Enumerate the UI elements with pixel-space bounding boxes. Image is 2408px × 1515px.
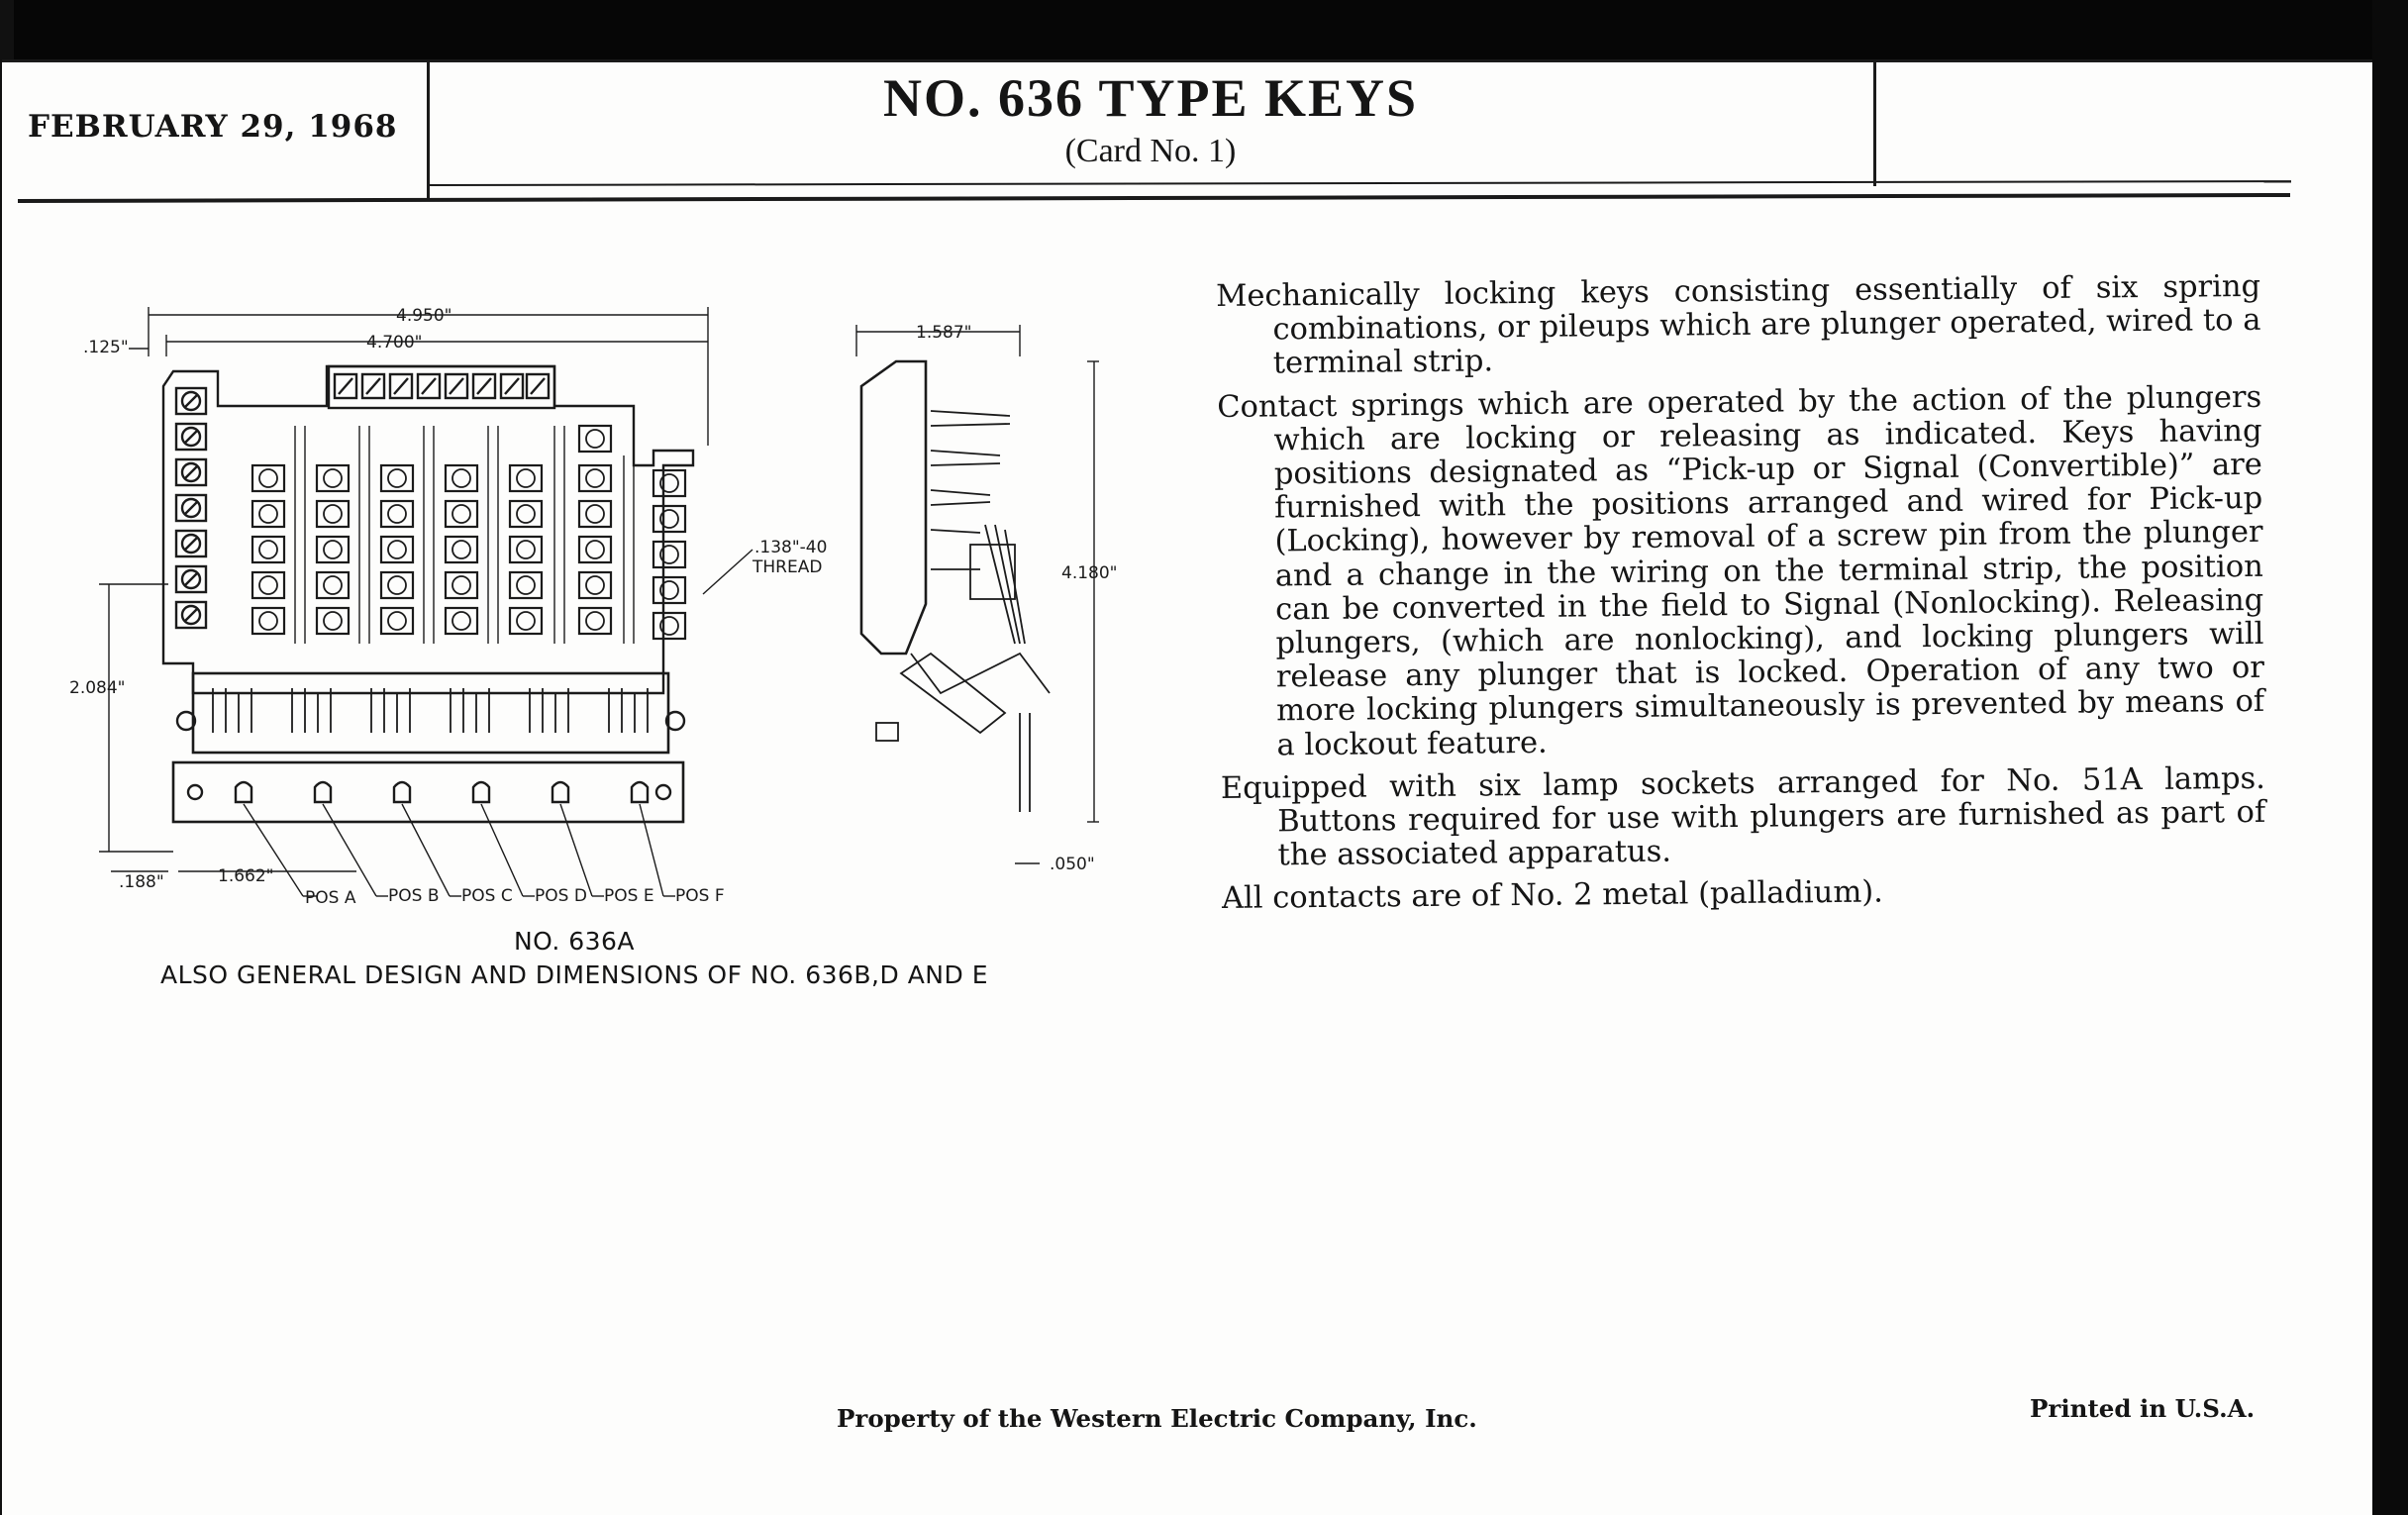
plunger-springs: [213, 688, 648, 733]
scan-border-top: [0, 0, 2408, 59]
position-leaders: [244, 804, 675, 896]
description-paragraph: Equipped with six lamp sockets arranged for No. 51A lamps. Buttons required for use with plungers are furnished as part of the associated apparatus.: [1220, 760, 2266, 873]
dim-depth: 1.587": [916, 323, 972, 343]
page-title: NO. 636 TYPE KEYS: [882, 68, 1419, 128]
dim-height: 2.084": [69, 678, 126, 698]
dim-position-spacing: 1.662": [218, 866, 274, 886]
side-view: [856, 323, 1118, 874]
dim-edge-offset: .125": [83, 338, 129, 357]
description-text: [1216, 270, 2266, 926]
dim-side-height: 4.180": [1061, 563, 1118, 583]
card-date: FEBRUARY 29, 1968: [28, 109, 398, 145]
pos-c-label: POS C: [461, 886, 513, 906]
pos-d-label: POS D: [535, 886, 587, 906]
footer-property-notice: Property of the Western Electric Company, Inc.: [837, 1404, 1477, 1433]
front-view: [69, 306, 827, 908]
left-terminal-screws: [176, 388, 206, 628]
scan-border-right: [2372, 0, 2408, 1515]
dim-bottom-offset: .188": [119, 872, 164, 892]
terminal-screw-grid: [252, 426, 685, 644]
top-terminal-screws: [335, 374, 549, 398]
pos-e-label: POS E: [604, 886, 654, 906]
pos-a-label: POS A: [305, 888, 356, 908]
figure-caption: [119, 925, 1030, 992]
description-paragraph: Mechanically locking keys consisting essentially of six spring combinations, or pileups which are plunger operated, wired to a terminal strip.: [1215, 268, 2261, 381]
description-paragraph: Contact springs which are operated by the action of the plungers which are locking or releasing as indicated. Keys having positions designated as “Pick-up or Signal (Convertible)” are furnished with the positions arranged and wired for Pick-up (Locking), however by removal of a screw pin from the plunger and a change in the wiring on the terminal strip, the position can be converted in the field to Signal (Nonlocking). Releasing plungers, (which are nonlocking), and locking plungers will release any plunger that is locked. Operation of any two or more locking plungers simultaneously is prevented by means of a lockout feature.: [1217, 379, 2265, 763]
header-divider-right: [1873, 59, 1876, 186]
dim-bracket: .050": [1050, 855, 1095, 874]
dim-thread-label: THREAD: [752, 557, 823, 577]
dim-terminal-width: 4.700": [366, 333, 423, 353]
pos-f-label: POS F: [675, 886, 725, 906]
dim-overall-width: 4.950": [396, 306, 452, 326]
lamp-sockets: [236, 782, 648, 802]
header-top-rule: [2, 59, 2372, 62]
dim-thread: .138"-40: [754, 538, 828, 557]
pos-b-label: POS B: [388, 886, 440, 906]
key-assembly-drawing: [69, 297, 1158, 921]
caption-model: NO. 636A: [513, 927, 636, 956]
caption-note: ALSO GENERAL DESIGN AND DIMENSIONS OF NO. 636B,D AND E: [159, 960, 989, 989]
card-number: (Card No. 1): [1064, 133, 1237, 169]
footer-printed-notice: Printed in U.S.A.: [2030, 1394, 2256, 1423]
description-paragraph: All contacts are of No. 2 metal (palladium).: [1221, 875, 1884, 917]
